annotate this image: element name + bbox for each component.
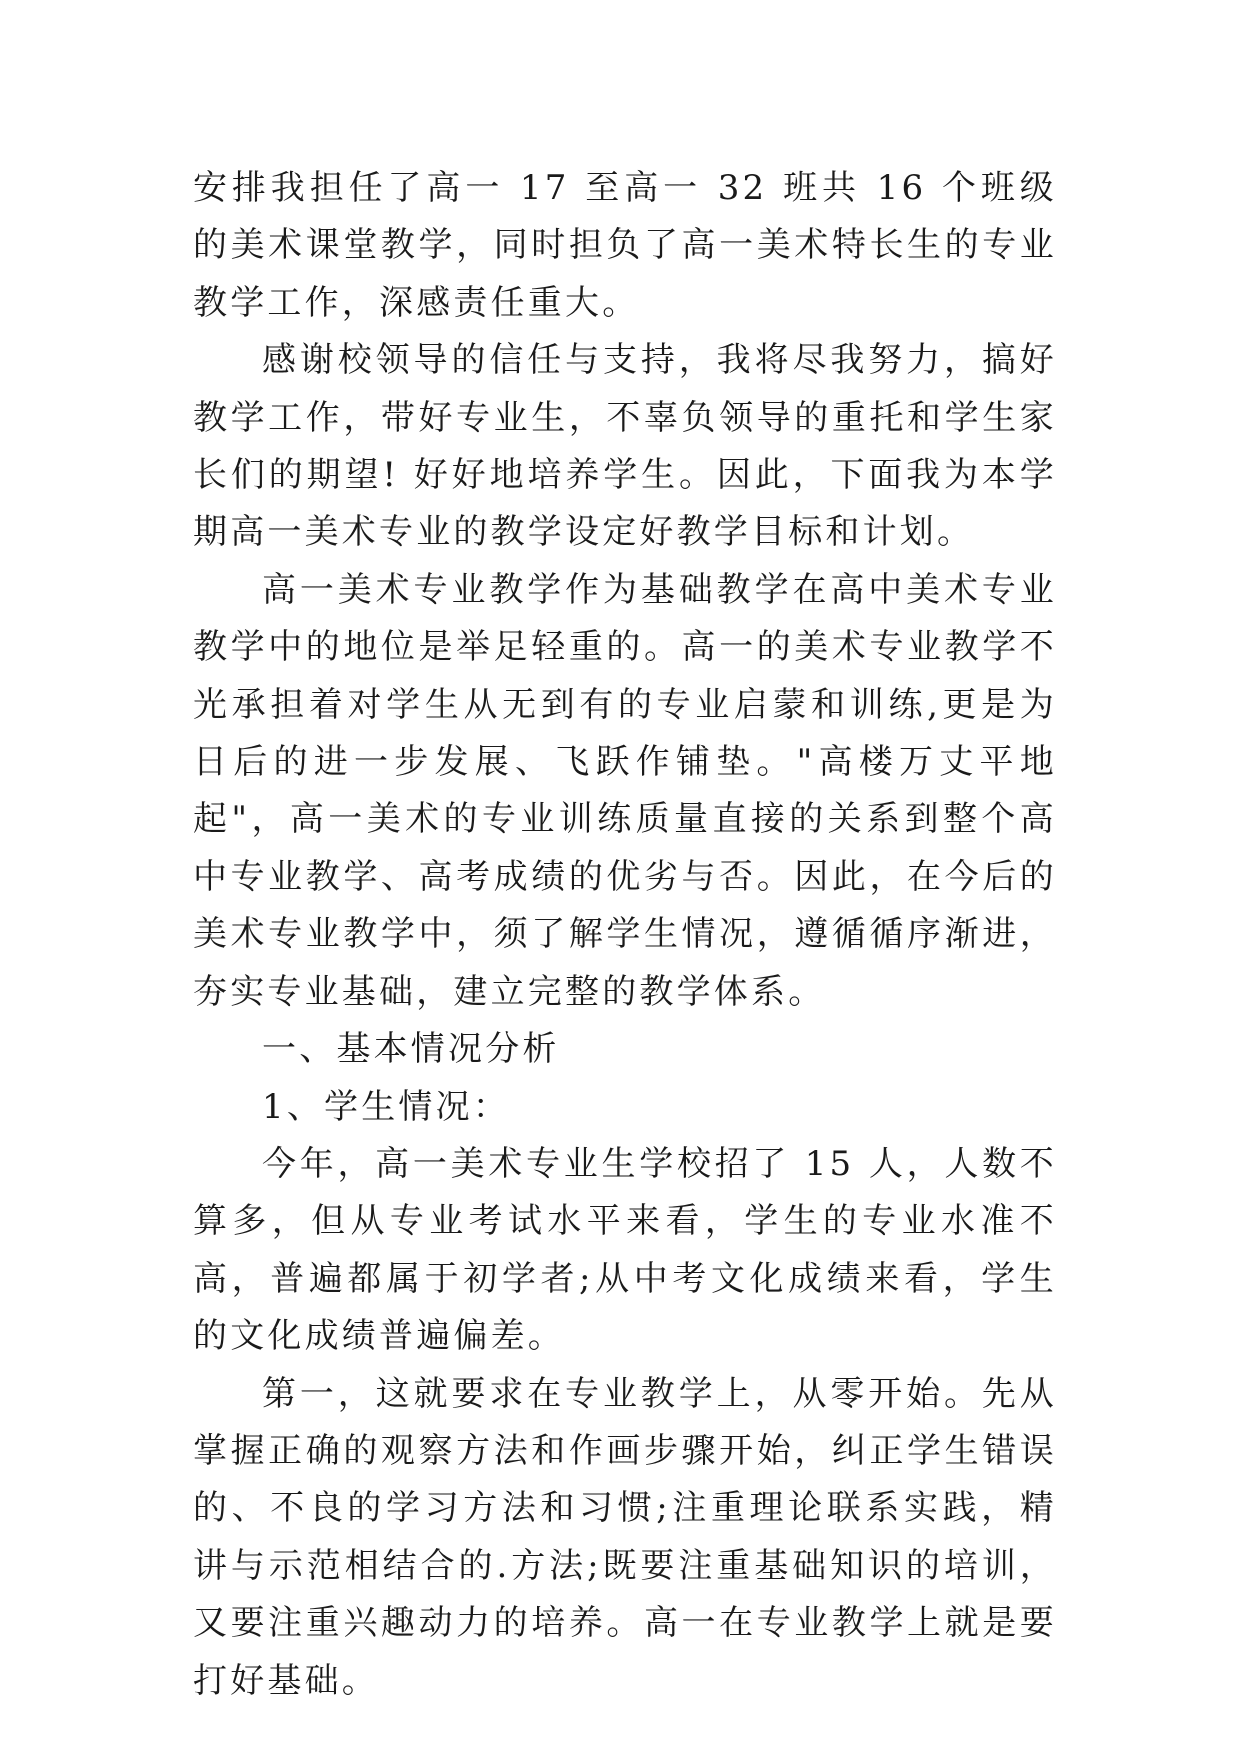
paragraph-gratitude: 感谢校领导的信任与支持，我将尽我努力，搞好教学工作，带好专业生，不辜负领导的重托和学生家长们的期望! 好好地培养学生。因此，下面我为本学期高一美术专业的教学设定好教学目标和计划。 <box>193 340 1057 553</box>
paragraph-student-situation: 今年，高一美术专业生学校招了 15 人，人数不算多，但从专业考试水平来看，学生的专业水准不高，普遍都属于初学者;从中考文化成绩来看，学生的文化成绩普遍偏差。 <box>193 1143 1057 1357</box>
paragraph-class-assignment: 安排我担任了高一 17 至高一 32 班共 16 个班级的美术课堂教学，同时担负了高一美术特长生的专业教学工作，深感责任重大。 <box>193 168 1057 323</box>
paragraph-first-point: 第一，这就要求在专业教学上，从零开始。先从掌握正确的观察方法和作画步骤开始，纠正学生错误的、不良的学习方法和习惯;注重理论联系实践，精讲与示范相结合的.方法;既要注重基础知识的培训，又要注重兴趣动力的培养。高一在专业教学上就是要打好基础。 <box>193 1373 1057 1701</box>
section-heading-basic-analysis: 一、基本情况分析 <box>262 1029 560 1070</box>
paragraph-importance: 高一美术专业教学作为基础教学在高中美术专业教学中的地位是举足轻重的。高一的美术专业教学不光承担着对学生从无到有的专业启蒙和训练,更是为日后的进一步发展、飞跃作铺垫。"高楼万丈平地起"，高一美术的专业训练质量直接的关系到整个高中专业教学、高考成绩的优劣与否。因此，在今后的美术专业教学中，须了解学生情况，遵循循序渐进，夯实专业基础，建立完整的教学体系。 <box>193 569 1057 1012</box>
document-page <box>193 160 1057 1710</box>
subsection-heading-student-situation: 1、学生情况： <box>262 1086 511 1127</box>
